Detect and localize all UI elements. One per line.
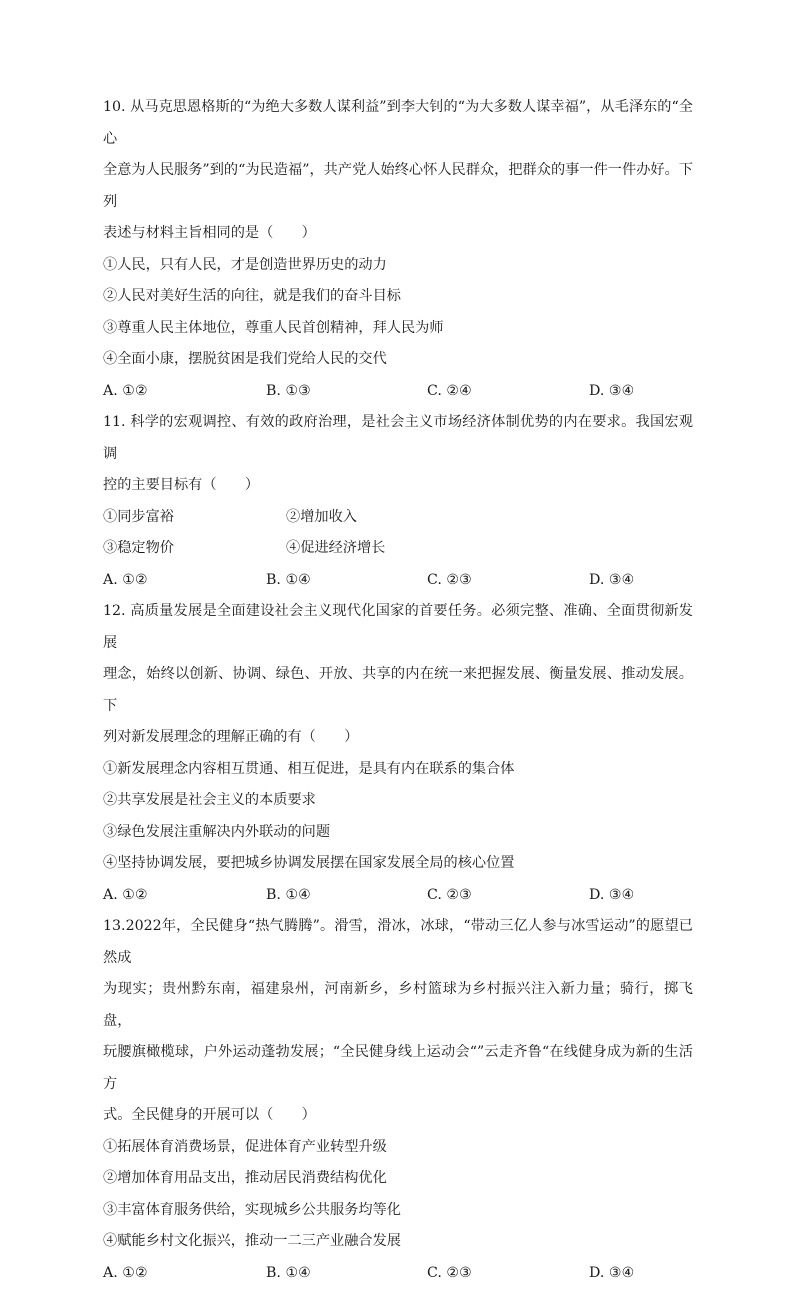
answer-choice-b: B. ①④ (266, 565, 427, 597)
question-stem-line: 为现实；贵州黔东南，福建泉州，河南新乡，乡村篮球为乡村振兴注入新力量；骑行，掷飞盘， (103, 974, 693, 1037)
answer-choice-c: C. ②③ (427, 565, 589, 597)
statement-option: ③稳定物价 (103, 533, 286, 565)
answer-choice-c: C. ②③ (427, 1258, 589, 1289)
question-stem-line: 式。全民健身的开展可以（ ） (103, 1100, 693, 1132)
question-11 (103, 407, 693, 596)
statement-option: ③丰富体育服务供给，实现城乡公共服务均等化 (103, 1195, 693, 1227)
statement-option: ②共享发展是社会主义的本质要求 (103, 785, 693, 817)
question-list (103, 92, 693, 1289)
answer-choice-a: A. ①② (103, 565, 266, 597)
answer-choice-d: D. ③④ (589, 376, 693, 408)
question-stem-line: 列对新发展理念的理解正确的有（ ） (103, 722, 693, 754)
statement-option: ④赋能乡村文化振兴，推动一二三产业融合发展 (103, 1226, 693, 1258)
answer-choice-d: D. ③④ (589, 1258, 693, 1289)
statement-option: ③尊重人民主体地位，尊重人民首创精神，拜人民为师 (103, 313, 693, 345)
question-stem-line: 表述与材料主旨相同的是（ ） (103, 218, 693, 250)
answer-choices (103, 565, 693, 597)
statement-option: ④坚持协调发展，要把城乡协调发展摆在国家发展全局的核心位置 (103, 848, 693, 880)
question-10 (103, 92, 693, 407)
question-12 (103, 596, 693, 911)
answer-choice-d: D. ③④ (589, 565, 693, 597)
answer-choice-a: A. ①② (103, 376, 266, 408)
statement-option: ③绿色发展注重解决内外联动的问题 (103, 817, 693, 849)
question-stem-line: 玩腰旗橄榄球，户外运动蓬勃发展；“全民健身线上运动会“”云走齐鲁“在线健身成为新的生活方 (103, 1037, 693, 1100)
answer-choice-a: A. ①② (103, 1258, 266, 1289)
answer-choice-c: C. ②③ (427, 880, 589, 912)
statement-option: ④全面小康，摆脱贫困是我们党给人民的交代 (103, 344, 693, 376)
answer-choice-a: A. ①② (103, 880, 266, 912)
answer-choice-c: C. ②④ (427, 376, 589, 408)
statement-option: ②人民对美好生活的向往，就是我们的奋斗目标 (103, 281, 693, 313)
answer-choices (103, 376, 693, 408)
statement-option: ②增加体育用品支出，推动居民消费结构优化 (103, 1163, 693, 1195)
statement-option: ①人民，只有人民，才是创造世界历史的动力 (103, 250, 693, 282)
question-stem-line: 全意为人民服务”到的“为民造福”，共产党人始终心怀人民群众，把群众的事一件一件办好。下列 (103, 155, 693, 218)
question-stem-line: 10. 从马克思恩格斯的“为绝大多数人谋利益”到李大钊的“为大多数人谋幸福”，从毛泽东的“全心 (103, 92, 693, 155)
answer-choices (103, 880, 693, 912)
answer-choice-b: B. ①④ (266, 1258, 427, 1289)
question-stem-line: 控的主要目标有（ ） (103, 470, 693, 502)
question-stem-line: 理念，始终以创新、协调、绿色、开放、共享的内在统一来把握发展、衡量发展、推动发展。下 (103, 659, 693, 722)
answer-choice-b: B. ①④ (266, 880, 427, 912)
statement-option: ④促进经济增长 (286, 533, 469, 565)
question-stem-line: 12. 高质量发展是全面建设社会主义现代化国家的首要任务。必须完整、准确、全面贯彻新发展 (103, 596, 693, 659)
answer-choices (103, 1258, 693, 1289)
answer-choice-d: D. ③④ (589, 880, 693, 912)
statement-option-grid (103, 502, 693, 565)
question-13 (103, 911, 693, 1289)
answer-choice-b: B. ①③ (266, 376, 427, 408)
statement-option: ①拓展体育消费场景，促进体育产业转型升级 (103, 1132, 693, 1164)
statement-option: ①新发展理念内容相互贯通、相互促进，是具有内在联系的集合体 (103, 754, 693, 786)
statement-option: ②增加收入 (286, 502, 469, 534)
question-stem-line: 11. 科学的宏观调控、有效的政府治理，是社会主义市场经济体制优势的内在要求。我国宏观调 (103, 407, 693, 470)
statement-option: ①同步富裕 (103, 502, 286, 534)
question-stem-line: 13.2022年，全民健身“热气腾腾”。滑雪，滑冰，冰球，“带动三亿人参与冰雪运动”的愿望已然成 (103, 911, 693, 974)
